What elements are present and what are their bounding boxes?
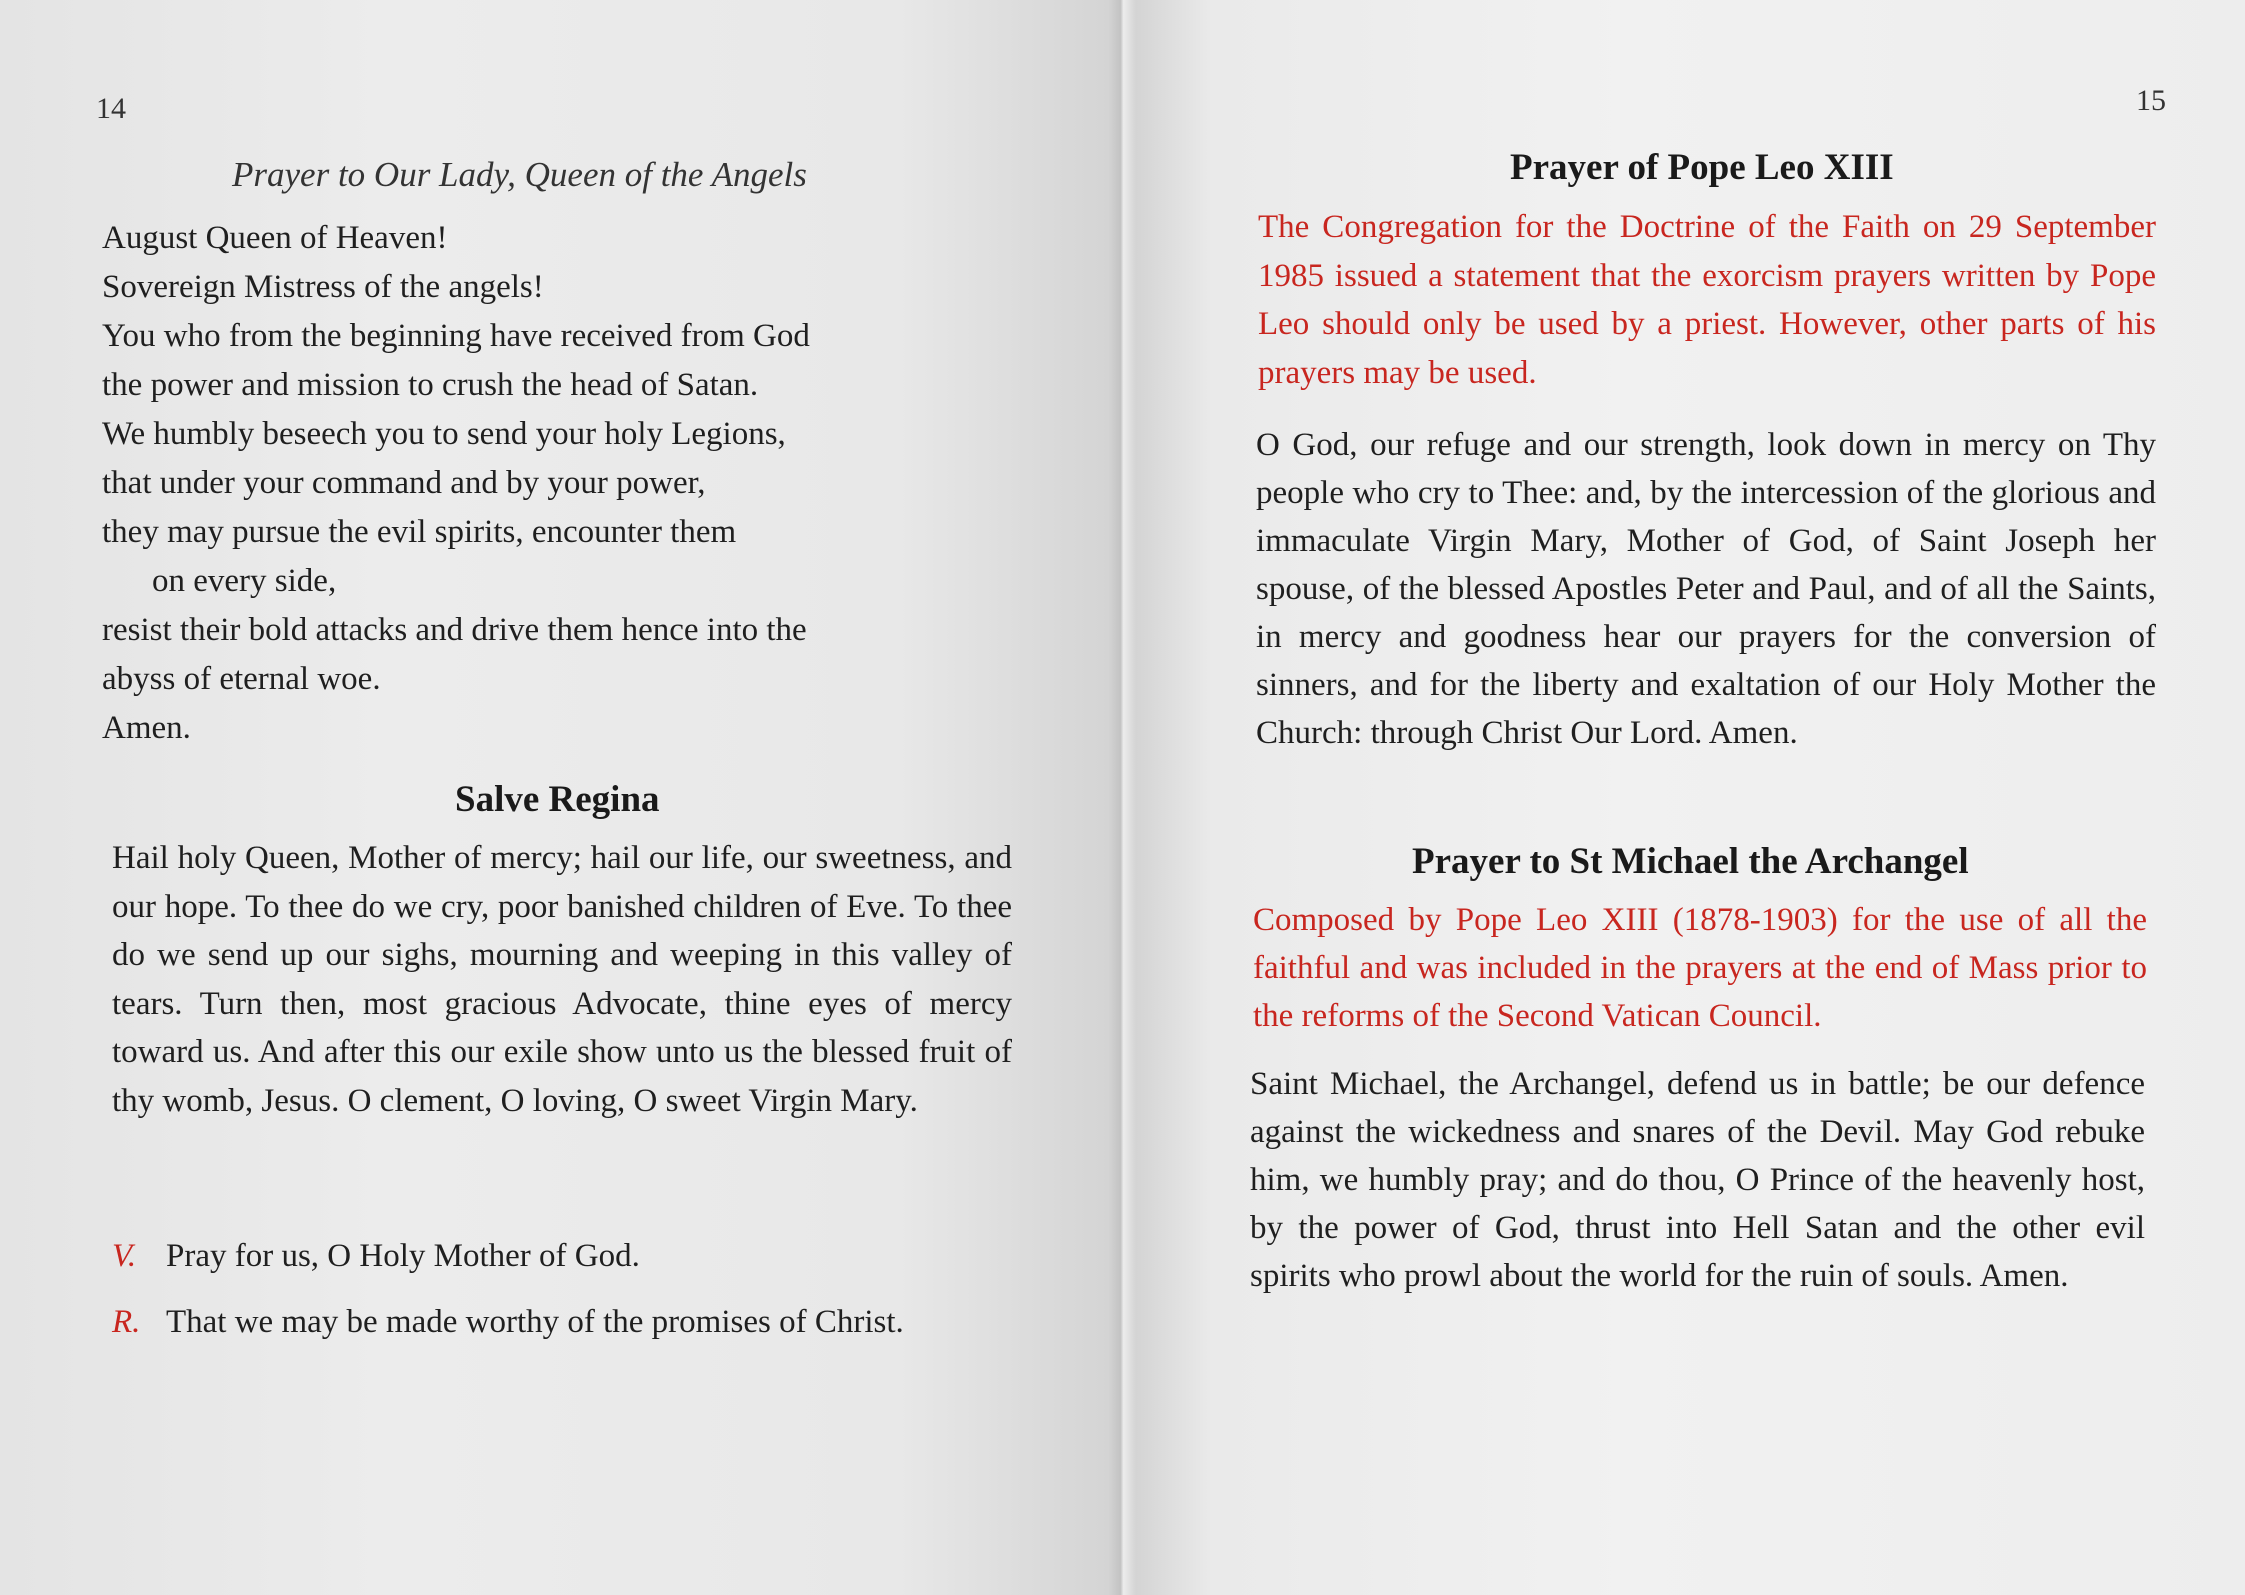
prayer-lines-queen-of-angels [102, 214, 810, 753]
prayer-line: Amen. [102, 710, 191, 746]
prayer-title-pope-leo: Prayer of Pope Leo XIII [1510, 147, 1894, 188]
page-number: 14 [96, 92, 126, 125]
prayer-line: resist their bold attacks and drive them hence into the [102, 612, 807, 648]
prayer-body-st-michael: Saint Michael, the Archangel, defend us in battle; be our defence against the wickedness and snares of the Devil. May God rebuke him, we humbly pray; and do thou, O Prince of the heavenly host, by the power of God, thrust into Hell Satan and the other evil spirits who prowl about the world for the ruin of souls. Amen. [1250, 1066, 2145, 1294]
prayer-line: Sovereign Mistress of the angels! [102, 269, 544, 305]
prayer-body-salve-regina: Hail holy Queen, Mother of mercy; hail our life, our sweetness, and our hope. To thee do we cry, poor banished children of Eve. To thee do we send up our sighs, mourning and weeping in this valley of tears. Turn then, most gracious Advocate, thine eyes of mercy toward us. And after this our exile show unto us the blessed fruit of thy womb, Jesus. O clement, O loving, O sweet Virgin Mary. [112, 840, 1012, 1119]
response [112, 1304, 904, 1341]
response-mark: R. [112, 1304, 141, 1340]
prayer-line: We humbly beseech you to send your holy Legions, [102, 416, 786, 452]
prayer-title-st-michael: Prayer to St Michael the Archangel [1412, 841, 1969, 882]
prayer-body-pope-leo: O God, our refuge and our strength, look down in mercy on Thy people who cry to Thee: and, by the intercession of the glorious and immaculate Virgin Mary, Mother of God, of Saint Joseph her spouse, of the blessed Apostles Peter and Paul, and of all the Saints, in mercy and goodness hear our prayers for the conversion of sinners, and for the liberty and exaltation of our Holy Mother the Church: through Christ Our Lord. Amen. [1256, 427, 2156, 751]
book-gutter [1108, 0, 1136, 1595]
prayer-line: abyss of eternal woe. [102, 661, 381, 697]
right-page [1122, 0, 2245, 1595]
prayer-line: they may pursue the evil spirits, encounter them [102, 514, 737, 550]
prayer-title-queen-of-angels: Prayer to Our Lady, Queen of the Angels [232, 155, 807, 194]
left-page [0, 0, 1122, 1595]
rubric-note-st-michael: Composed by Pope Leo XIII (1878-1903) for the use of all the faithful and was included in the prayers at the end of Mass prior to the reforms of the Second Vatican Council. [1253, 902, 2147, 1034]
prayer-line: You who from the beginning have received from God [102, 318, 810, 354]
versicle-mark: V. [112, 1238, 137, 1274]
versicle [112, 1238, 640, 1275]
prayer-title-salve-regina: Salve Regina [455, 779, 660, 820]
prayer-line: on every side, [152, 563, 337, 599]
prayer-line: August Queen of Heaven! [102, 220, 448, 256]
response-text: That we may be made worthy of the promises of Christ. [166, 1304, 904, 1340]
prayer-line: that under your command and by your power, [102, 465, 706, 501]
page-number: 15 [2136, 84, 2166, 117]
rubric-note-pope-leo: The Congregation for the Doctrine of the Faith on 29 September 1985 issued a statement that the exorcism prayers written by Pope Leo should only be used by a priest. However, other parts of his prayers may be used. [1258, 209, 2156, 391]
prayer-line: the power and mission to crush the head of Satan. [102, 367, 759, 403]
versicle-text: Pray for us, O Holy Mother of God. [166, 1238, 640, 1274]
